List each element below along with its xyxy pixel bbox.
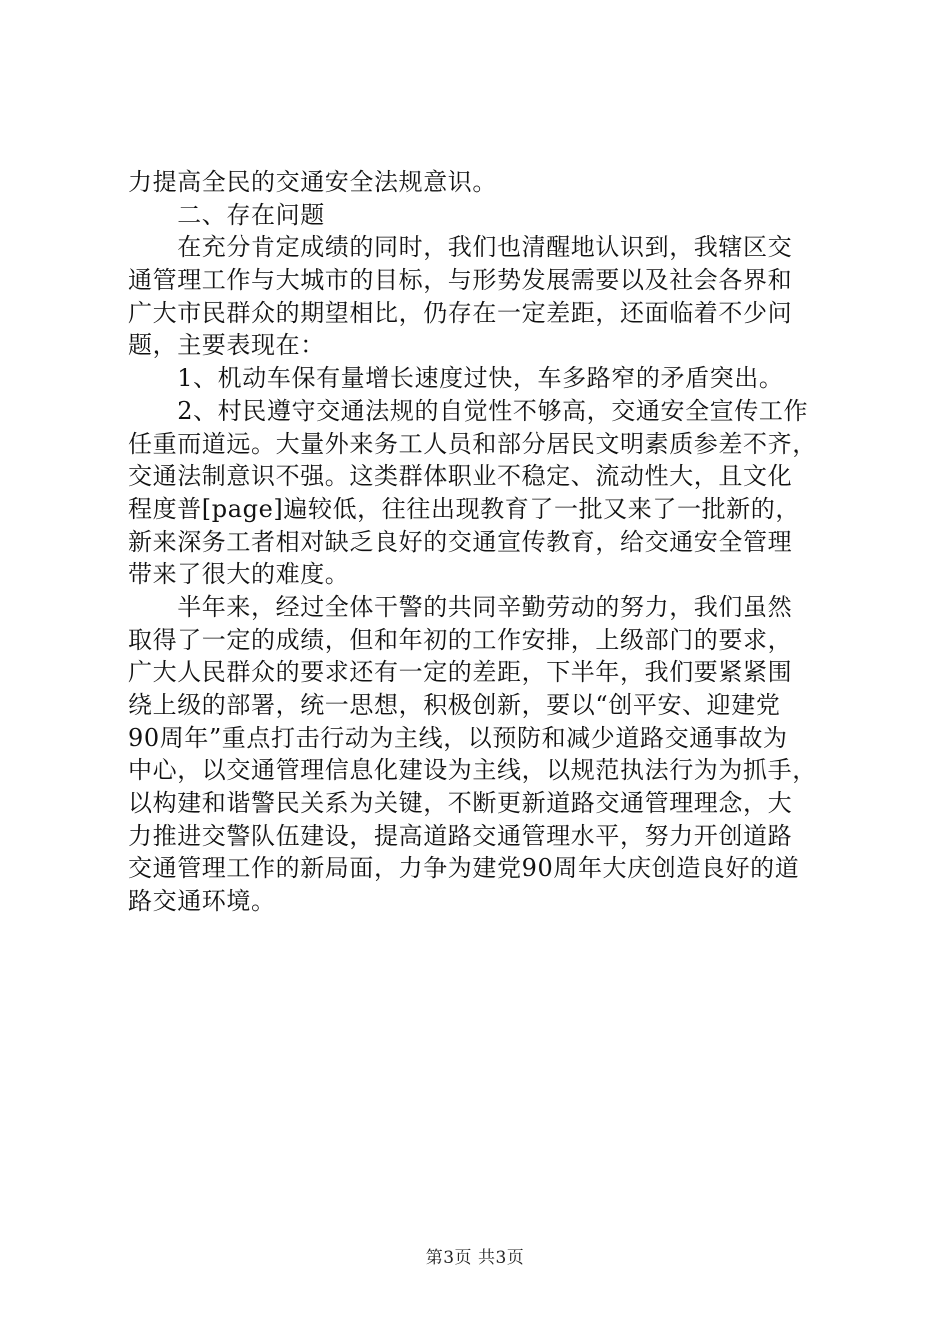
text-line: 二、存在问题 (128, 200, 325, 229)
page-number: 第3页 共3页 (425, 1248, 525, 1268)
text-line: 任重而道远。大量外来务工人员和部分居民文明素质参差不齐， (128, 429, 817, 458)
text-line: 路交通环境。 (128, 887, 276, 916)
text-line: 广大人民群众的要求还有一定的差距，下半年，我们要紧紧围 (128, 658, 793, 687)
text-line: 取得了一定的成绩，但和年初的工作安排，上级部门的要求， (128, 625, 793, 654)
text-line: 通管理工作与大城市的目标，与形势发展需要以及社会各界和 (128, 266, 793, 295)
text-line: 半年来，经过全体干警的共同辛勤劳动的努力，我们虽然 (128, 592, 793, 621)
text-line: 90周年”重点打击行动为主线，以预防和减少道路交通事故为 (128, 723, 788, 752)
text-line: 新来深务工者相对缺乏良好的交通宣传教育，给交通安全管理 (128, 527, 793, 556)
text-line: 力推进交警队伍建设，提高道路交通管理水平，努力开创道路 (128, 821, 793, 850)
text-line: 1、机动车保有量增长速度过快，车多路窄的矛盾突出。 (128, 364, 784, 393)
body-text (128, 166, 828, 918)
text-line: 程度普[page]遍较低，往往出现教育了一批又来了一批新的， (128, 494, 800, 523)
text-line: 交通法制意识不强。这类群体职业不稳定、流动性大，且文化 (128, 462, 793, 491)
page-footer (0, 1243, 950, 1268)
text-line: 广大市民群众的期望相比，仍存在一定差距，还面临着不少问 (128, 298, 793, 327)
text-line: 题，主要表现在： (128, 331, 325, 360)
text-line: 带来了很大的难度。 (128, 560, 350, 589)
text-line: 交通管理工作的新局面，力争为建党90周年大庆创造良好的道 (128, 854, 800, 883)
text-line: 2、村民遵守交通法规的自觉性不够高，交通安全宣传工作 (128, 396, 809, 425)
text-line: 绕上级的部署，统一思想，积极创新，要以“创平安、迎建党 (128, 691, 781, 719)
text-line: 在充分肯定成绩的同时，我们也清醒地认识到，我辖区交 (128, 233, 793, 262)
text-line: 以构建和谐警民关系为关键，不断更新道路交通管理理念，大 (128, 789, 793, 818)
text-line: 中心，以交通管理信息化建设为主线，以规范执法行为为抓手， (128, 756, 817, 785)
text-line: 力提高全民的交通安全法规意识。 (128, 168, 497, 196)
